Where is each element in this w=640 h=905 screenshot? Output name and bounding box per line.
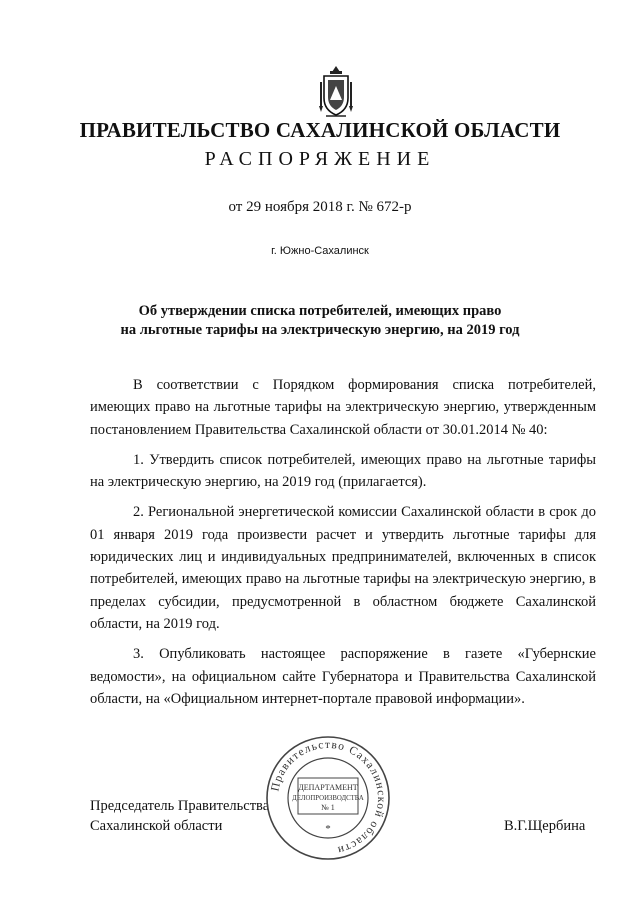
stamp-office: ДЕЛОПРОИЗВОДСТВА [292, 795, 364, 802]
signature-position [90, 796, 269, 836]
body-paragraph-item-1: 1. Утвердить список потребителей, имеющих право на льготные тарифы на электрическую энергию, на 2019 год (прилагается). [90, 451, 596, 491]
stamp-number: № 1 [321, 803, 335, 812]
stamp-ring-text: Правительство Сахалинской области [269, 738, 388, 857]
subject-line-1: Об утверждении списка потребителей, имеющих право [138, 303, 502, 319]
signature-position-line-2: Сахалинской области [90, 818, 223, 834]
signature-name: В.Г.Щербина [504, 818, 586, 834]
body-paragraph-intro: В соответствии с Порядком формирования списка потребителей, имеющих право на льготные тарифы на электрическую энергию, утвержденным постановлением Правительства Сахалинской области от 30.01.2014 № 40: [90, 377, 596, 438]
stamp-star-icon: * [325, 823, 331, 835]
government-title: ПРАВИТЕЛЬСТВО САХАЛИНСКОЙ ОБЛАСТИ [79, 118, 561, 142]
document-city: г. Южно-Сахалинск [271, 245, 369, 257]
stamp-department: ДЕПАРТАМЕНТ [298, 783, 358, 792]
body-paragraph-item-2: 2. Региональной энергетической комиссии Сахалинской области в срок до 01 января 2019 года произвести расчет и утвердить льготные тарифы для юридических лиц и индивидуальных предпринимателей, включенных в список потребителей, имеющих право на льготные тарифы на электрическую энергию, в пределах субсидии, предусмотренной в областном бюджете Сахалинской области, на 2019 год. [90, 504, 596, 632]
subject-line-2: на льготные тарифы на электрическую энергию, на 2019 год [120, 322, 520, 338]
document-body [90, 374, 596, 718]
coat-of-arms-icon [316, 62, 356, 120]
document-type: РАСПОРЯЖЕНИЕ [204, 148, 436, 170]
official-stamp [264, 734, 392, 862]
signature-position-line-1: Председатель Правительства [90, 798, 270, 814]
body-paragraph-item-3: 3. Опубликовать настоящее распоряжение в газете «Губернские ведомости», на официальном сайте Губернатора и Правительства Сахалинской области, на «Официальном интернет-портале правовой информации». [90, 646, 596, 707]
document-date-number: от 29 ноября 2018 г. № 672-р [228, 199, 412, 215]
document-subject [0, 302, 640, 340]
